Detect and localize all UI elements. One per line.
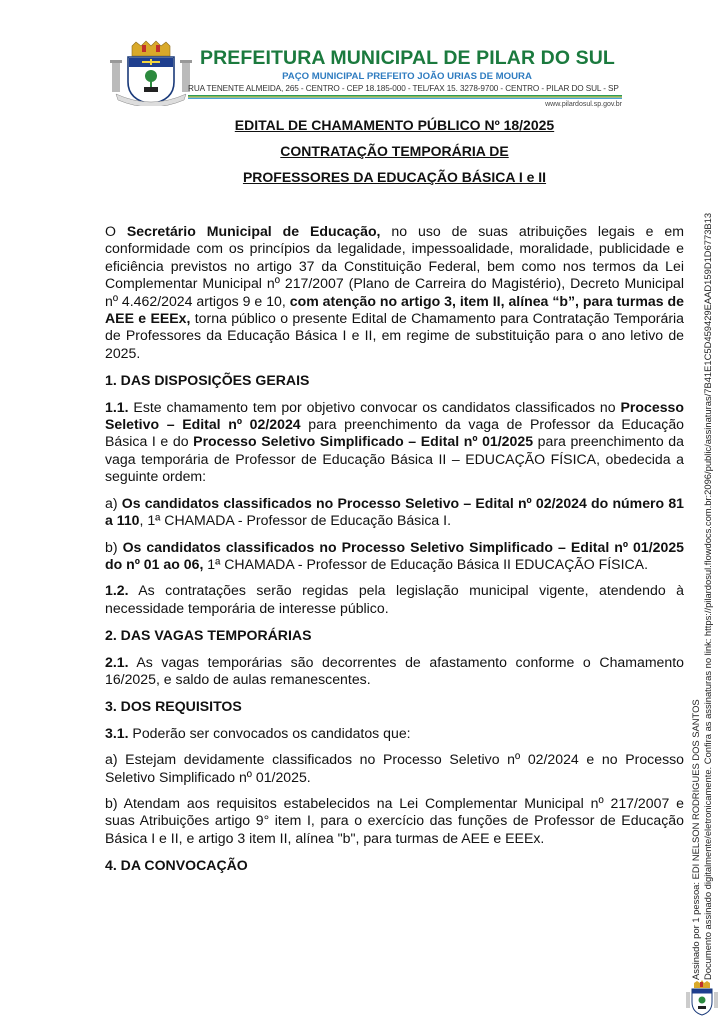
website-link[interactable]: www.pilardosul.sp.gov.br: [545, 101, 622, 108]
text: O: [105, 223, 127, 239]
clause-1-2: [105, 582, 684, 617]
edital-title: EDITAL DE CHAMAMENTO PÚBLICO Nº 18/2025: [234, 117, 555, 133]
header-divider: [188, 95, 622, 99]
section-heading-2: 2. DAS VAGAS TEMPORÁRIAS: [105, 627, 312, 644]
bold-text: Os candidatos classificados no Processo Seletivo Simplificado – Edital nº 01/2025 do nº 01 ao 06,: [105, 538, 684, 572]
clause-2-1: [105, 654, 684, 689]
clause-number: 1.2.: [105, 582, 129, 599]
clause-number: 2.1.: [105, 653, 129, 670]
bold-text: Processo Seletivo – Edital nº 02/2024: [105, 398, 684, 433]
letterhead: [108, 38, 622, 110]
text: para preenchimento da vaga temporária de Professor de Educação Básica II – EDUCAÇÃO FÍSICA, obedecida a seguinte ordem:: [105, 433, 684, 485]
clause-1-1: [105, 399, 684, 486]
section-heading-3: 3. DOS REQUISITOS: [105, 698, 242, 715]
prefeitura-title: PREFEITURA MUNICIPAL DE PILAR DO SUL: [200, 47, 615, 69]
clause-3-1-b: b) Atendam aos requisitos estabelecidos na Lei Complementar Municipal nº 217/2007 e suas Atribuições artigo 9° item I, para o exercício das funções de Professor de Educação Básica I e II, e artigo 3 item II, alínea "b", para turmas de AEE e EEEx.: [105, 794, 684, 846]
clause-3-1-a: a) Estejam devidamente classificados no Processo Seletivo nº 02/2024 e no Processo Seletivo Simplificado nº 01/2025.: [105, 751, 684, 785]
municipal-seal-icon: [684, 980, 720, 1018]
text: Poderão ser convocados os candidatos que:: [128, 724, 411, 741]
section-heading-1: 1. DAS DISPOSIÇÕES GERAIS: [105, 372, 310, 389]
intro-paragraph: [105, 223, 684, 362]
text: b): [105, 538, 123, 555]
text: para preenchimento da vaga de Professor da Educação Básica I e do: [105, 416, 685, 450]
bold-text: Processo Seletivo Simplificado – Edital nº 01/2025: [193, 433, 534, 450]
clause-1-1-b: [105, 539, 684, 574]
text: 1ª CHAMADA - Professor de Educação Básica II EDUCAÇÃO FÍSICA.: [203, 555, 648, 572]
edital-subtitle-1: CONTRATAÇÃO TEMPORÁRIA DE: [280, 143, 509, 159]
clause-number: 1.1.: [105, 398, 129, 415]
edital-subtitle-2: PROFESSORES DA EDUCAÇÃO BÁSICA I e II: [242, 169, 547, 185]
verification-link-line[interactable]: Documento assinado digitalmente/eletronicamente. Confira as assinaturas no link: https://pilardosul.flowdocs.com.br:2096/public/assinaturas/7B41E1C5D459429EAAD159D1D6773B13: [702, 212, 713, 980]
clause-3-1: [105, 725, 684, 742]
text: no uso de suas atribuições legais e em conformidade com os princípios da legalidade, impessoalidade, moralidade, publicidade e eficiência previstos no artigo 37 da Constituição Federal, bem como nos termos da Lei Complementar Municipal nº 217/2007 (Plano de Carreira do Magistério), Decreto Municipal nº 4.462/2024 artigos 9 e 10,: [105, 223, 684, 309]
text: , 1ª CHAMADA - Professor de Educação Básica I.: [139, 512, 451, 529]
clause-1-1-a: [105, 495, 684, 530]
section-heading-4: 4. DA CONVOCAÇÃO: [105, 857, 248, 874]
text: As vagas temporárias são decorrentes de afastamento conforme o Chamamento 16/2025, e saldo de aulas remanescentes.: [105, 653, 684, 687]
text: Este chamamento tem por objetivo convocar os candidatos classificados no: [128, 398, 621, 415]
paco-municipal-subtitle: PAÇO MUNICIPAL PREFEITO JOÃO URIAS DE MOURA: [282, 71, 532, 82]
bold-text: com atenção no artigo 3, item II, alínea “b”, para turmas de AEE e EEEx,: [105, 292, 684, 327]
text: As contratações serão regidas pela legislação municipal vigente, atendendo à necessidade temporária de interesse público.: [105, 582, 684, 616]
document-body: [105, 117, 684, 875]
digital-signature-notice: [690, 213, 714, 980]
text: torna público o presente Edital de Chamamento para Contratação Temporária de Professores da Educação Básica I e II, em regime de substituição para o ano letivo de 2025.: [105, 310, 684, 361]
clause-number: 3.1.: [105, 724, 129, 741]
bold-text: Secretário Municipal de Educação,: [126, 223, 381, 239]
bold-text: Os candidatos classificados no Processo Seletivo – Edital nº 02/2024 do número 81 a 110: [105, 494, 684, 529]
signer-line: Assinado por 1 pessoa: EDI NELSON RODRIGUES DOS SANTOS: [690, 699, 701, 980]
text: a): [105, 494, 122, 511]
address-line: RUA TENENTE ALMEIDA, 265 - CENTRO - CEP 18.185-000 - TEL/FAX 15. 3278-9700 - CENTRO - PILAR DO SUL - SP: [188, 84, 619, 93]
